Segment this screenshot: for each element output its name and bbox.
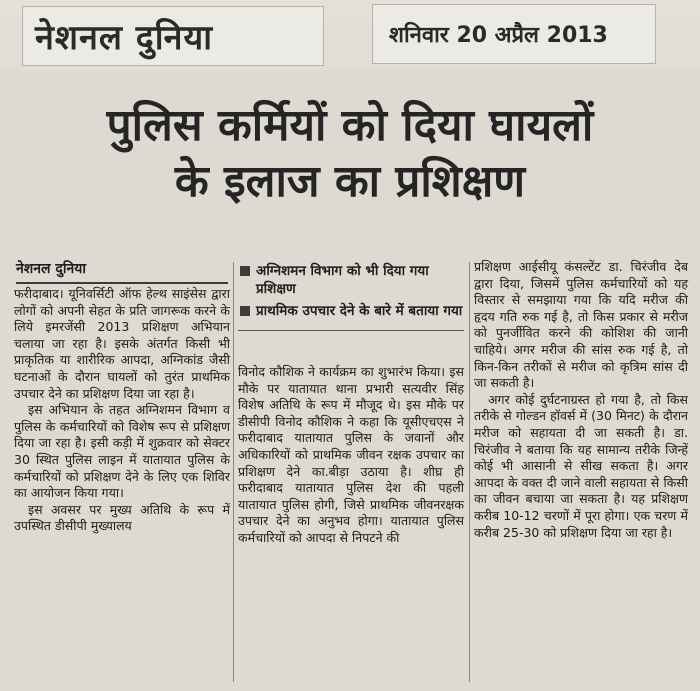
highlight-item [238,302,464,320]
bullet-square-icon [240,266,250,276]
headline-line-2: के इलाज का प्रशिक्षण [174,156,526,207]
paragraph: प्रशिक्षण आईसीयू कंसल्टेंट डा. चिरंजीव देब द्वारा दिया, जिसमें पुलिस कर्मचारियों को यह विस्तार से समझाया गया कि यदि मरीज की हृदय गति रुक गई है, तो किस प्रकार से मरीज को पुनर्जीवित करने की कोशिश की जानी चाहिये। अगर मरीज की सांस रुक गई है, तो किन-किन तरीकों से मरीज को कृत्रिम सांस दी जा सकती है। [474,259,688,391]
paragraph: इस अवसर पर मुख्य अतिथि के रूप में उपस्थित डीसीपी मुख्यालय [14,501,230,534]
column-2 [238,364,464,547]
paragraph: अगर कोई दुर्घटनाग्रस्त हो गया है, तो किस तरीके से गोल्डन हॉवर्स में (30 मिनट) के दौरान मरीज को सहायता दी जा सकती है। डा. चिरंजीव ने बताया कि यह सामान्य तरीके जिन्हें कोई भी आसानी से सीख सकता है। अगर आपदा के वक्त दी जाने वाली सहायता से किसी का जीवन बचाया जा सकता है। यह प्रशिक्षण करीब 10-12 चरणों में पूरा होगा। एक चरण में करीब 25-30 को प्रशिक्षण दिया जा रहा है। [474,391,688,540]
bullet-square-icon [240,306,250,316]
dateline-box [372,4,656,64]
column-divider [233,262,234,682]
headline-line-1: पुलिस कर्मियों को दिया घायलों [106,100,594,151]
newspaper-name: नेशनल दुनिया [35,18,214,58]
column-1 [14,286,230,535]
masthead [22,6,324,66]
highlight-text: अग्निशमन विभाग को भी दिया गया प्रशिक्षण [256,263,429,297]
column-3 [474,259,688,541]
paragraph: फरीदाबाद। यूनिवर्सिटी ऑफ हेल्थ साइंसेस द्वारा लोगों को अपनी सेहत के प्रति जागरूक करने के लिये इमरजेंसी 2013 प्रशिक्षण अभियान चलाया जा रहा है। इसके अंतर्गत किसी भी प्राकृतिक या शारीरिक आपदा, अग्निकांड जैसी घटनाओं के दौरान घायलों को तुरंत प्राथमिक उपचार देने का प्रशिक्षण दिया जा रहा है। [14,286,230,401]
highlight-text: प्राथमिक उपचार देने के बारे में बताया गया [256,303,463,319]
publication-date: शनिवार 20 अप्रैल 2013 [389,23,608,48]
byline: नेशनल दुनिया [16,259,228,284]
highlights-box [238,262,464,331]
highlight-item [238,262,464,298]
paragraph: विनोद कौशिक ने कार्यक्रम का शुभारंभ किया। इस मौके पर यातायात थाना प्रभारी सत्यवीर सिंह विशेष अतिथि के रूप में मौजूद थे। इस मौके पर डीसीपी विनोद कौशिक ने कहा कि यूसीएचएस ने फरीदाबाद यातायात पुलिस के जवानों और अधिकारियों को प्राथमिक जीवन रक्षक उपचार का प्रशिक्षण देने का.बीड़ा उठाया है। शीघ्र ही फरीदाबाद यातायात पुलिस देश की पहली यातायात पुलिस होगी, जिसे प्राथमिक जीवनरक्षक उपचार देने का अनुभव होगा। यातायात पुलिस कर्मचारियों को आपदा से निपटने की [238,364,464,545]
column-divider [469,262,470,682]
paragraph: इस अभियान के तहत अग्निशमन विभाग व पुलिस के कर्मचारियों को विशेष रूप से प्रशिक्षण दिया जा रहा है। इसी कड़ी में शुक्रवार को सेक्टर 30 स्थित पुलिस लाइन में यातायात पुलिस के कर्मचारियों को प्रशिक्षण देने के लिए एक शिविर का आयोजन किया गया। [14,402,230,501]
headline [20,98,680,210]
